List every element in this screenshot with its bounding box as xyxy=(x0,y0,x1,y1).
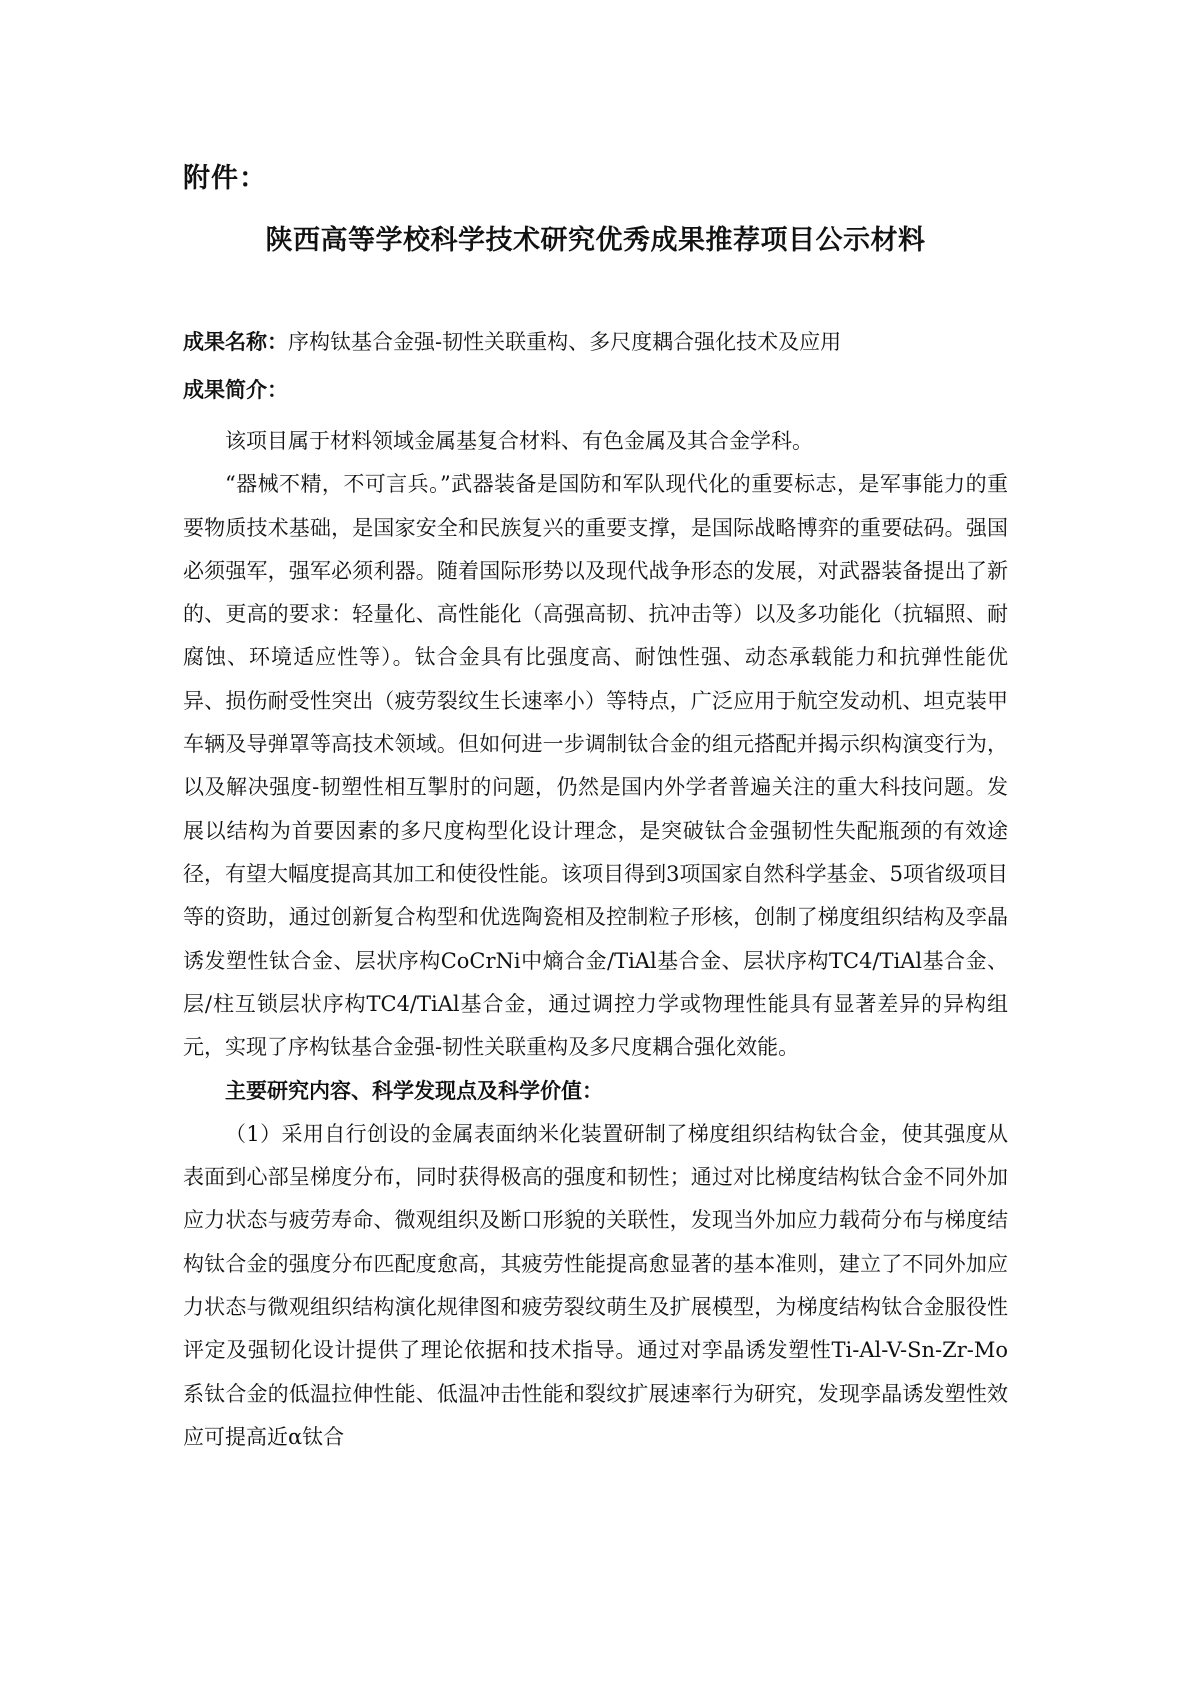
document-body xyxy=(183,420,1008,1459)
attachment-label: 附件： xyxy=(183,163,267,194)
section-paragraph: （1）采用自行创设的金属表面纳米化装置研制了梯度组织结构钛合金，使其强度从表面到心部呈梯度分布，同时获得极高的强度和韧性；通过对比梯度结构钛合金不同外加应力状态与疲劳寿命、微观组织及断口形貌的关联性，发现当外加应力载荷分布与梯度结构钛合金的强度分布匹配度愈高，其疲劳性能提高愈显著的基本准则，建立了不同外加应力状态与微观组织结构演化规律图和疲劳裂纹萌生及扩展模型，为梯度结构钛合金服役性评定及强韧化设计提供了理论依据和技术指导。通过对孪晶诱发塑性Ti-Al-V-Sn-Zr-Mo系钛合金的低温拉伸性能、低温冲击性能和裂纹扩展速率行为研究，发现孪晶诱发塑性效应可提高近α钛合 xyxy=(183,1121,1008,1449)
body-paragraph: “器械不精，不可言兵。”武器装备是国防和军队现代化的重要标志，是军事能力的重要物质技术基础，是国家安全和民族复兴的重要支撑，是国际战略博弈的重要砝码。强国必须强军，强军必须利器。随着国际形势以及现代战争形态的发展，对武器装备提出了新的、更高的要求：轻量化、高性能化（高强高韧、抗冲击等）以及多功能化（抗辐照、耐腐蚀、环境适应性等）。钛合金具有比强度高、耐蚀性强、动态承载能力和抗弹性能优异、损伤耐受性突出（疲劳裂纹生长速率小）等特点，广泛应用于航空发动机、坦克装甲车辆及导弹罩等高技术领域。但如何进一步调制钛合金的组元搭配并揭示织构演变行为，以及解决强度-韧塑性相互掣肘的问题，仍然是国内外学者普遍关注的重大科技问题。发展以结构为首要因素的多尺度构型化设计理念，是突破钛合金强韧性失配瓶颈的有效途径，有望大幅度提高其加工和使役性能。该项目得到3项国家自然科学基金、5项省级项目等的资助，通过创新复合构型和优选陶瓷相及控制粒子形核，创制了梯度组织结构及孪晶诱发塑性钛合金、层状序构CoCrNi中熵合金/TiAl基合金、层状序构TC4/TiAl基合金、层/柱互锁层状序构TC4/TiAl基合金，通过调控力学或物理性能具有显著差异的异构组元，实现了序构钛基合金强-韧性关联重构及多尺度耦合强化效能。 xyxy=(183,472,1008,1060)
result-intro-label: 成果简介： xyxy=(183,377,288,402)
result-name-line xyxy=(183,326,841,356)
result-name-label: 成果名称： xyxy=(183,329,288,354)
body-paragraph: 该项目属于材料领域金属基复合材料、有色金属及其合金学科。 xyxy=(225,429,813,453)
result-name-value: 序构钛基合金强-韧性关联重构、多尺度耦合强化技术及应用 xyxy=(288,330,842,354)
section-heading: 主要研究内容、科学发现点及科学价值： xyxy=(225,1078,603,1104)
document-title: 陕西高等学校科学技术研究优秀成果推荐项目公示材料 xyxy=(265,225,926,256)
